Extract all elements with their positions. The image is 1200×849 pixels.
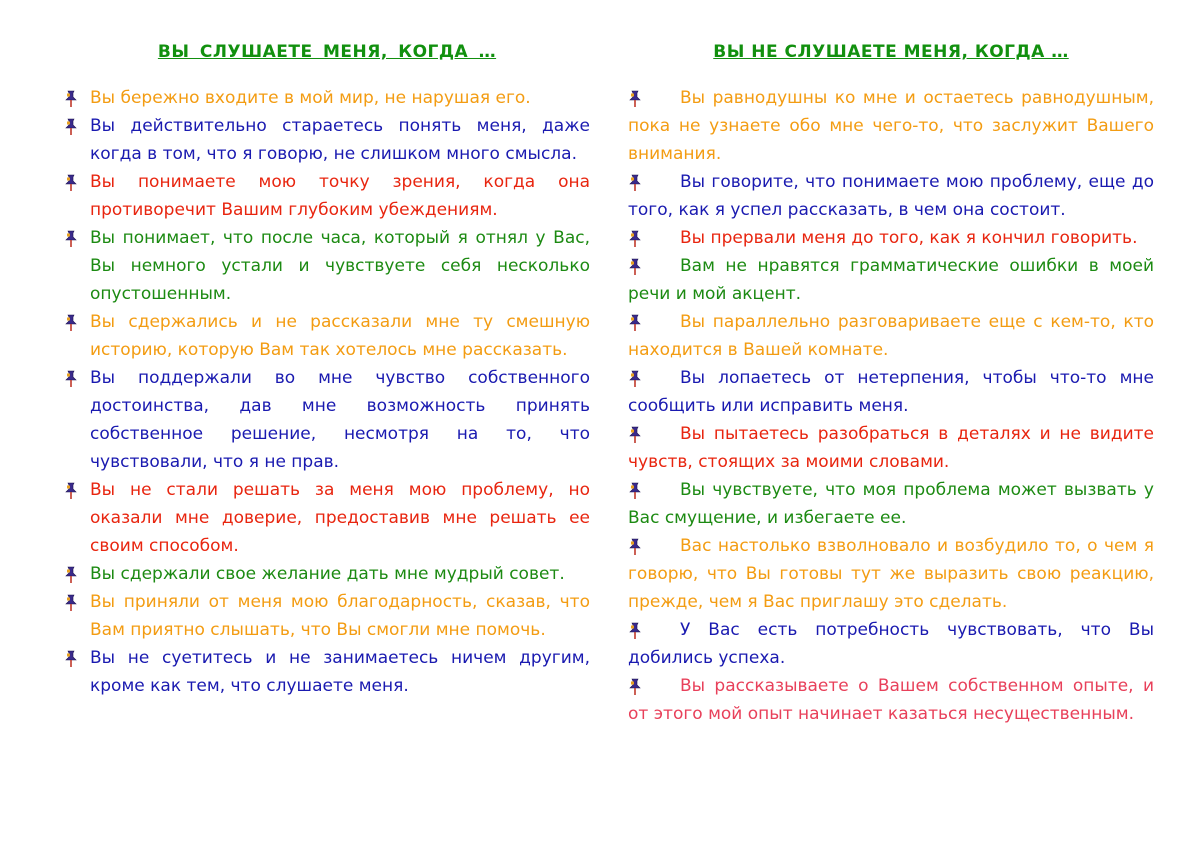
list-item: Вы не суетитесь и не занимаетесь ничем другим, кроме как тем, что слушаете меня. [64,644,590,700]
push-pin-icon [64,593,78,611]
push-pin-icon [628,425,642,443]
list-item: Вы не стали решать за меня мою проблему, но оказали мне доверие, предоставив мне решать ее своим способом. [64,476,590,560]
list-item: Вы сдержались и не рассказали мне ту смешную историю, которую Вам так хотелось мне рассказать. [64,308,590,364]
list-item: Вы действительно стараетесь понять меня, даже когда в том, что я говорю, не слишком много смысла. [64,112,590,168]
list-item: Вы параллельно разговариваете еще с кем-то, кто находится в Вашей комнате. [628,312,1154,360]
list-item: Вы чувствуете, что моя проблема может вызвать у Вас смущение, и избегаете ее. [628,480,1154,528]
push-pin-icon [64,369,78,387]
push-pin-icon [64,565,78,583]
push-pin-icon [628,677,642,695]
push-pin-icon [628,621,642,639]
push-pin-icon [64,173,78,191]
listening-heading: ВЫ СЛУШАЕТЕ МЕНЯ, КОГДА … [157,42,497,62]
push-pin-icon [64,89,78,107]
list-item: Вы прервали меня до того, как я кончил говорить. [628,224,1154,252]
push-pin-icon [64,649,78,667]
push-pin-icon [64,229,78,247]
list-item: Вы приняли от меня мою благодарность, сказав, что Вам приятно слышать, что Вы смогли мне помочь. [64,588,590,644]
list-item: Вы сдержали свое желание дать мне мудрый совет. [64,560,590,588]
not-listening-list [628,84,1154,728]
push-pin-icon [64,313,78,331]
not-listening-heading: ВЫ НЕ СЛУШАЕТЕ МЕНЯ, КОГДА … [713,42,1069,62]
list-item: Вы рассказываете о Вашем собственном опыте, и от этого мой опыт начинает казаться несущественным. [628,676,1154,724]
list-item: Вас настолько взволновало и возбудило то, о чем я говорю, что Вы готовы тут же выразить свою реакцию, прежде, чем я Вас приглашу это сделать. [628,536,1154,612]
list-item: У Вас есть потребность чувствовать, что Вы добились успеха. [628,620,1154,668]
list-item: Вы поддержали во мне чувство собственного достоинства, дав мне возможность принять собственное решение, несмотря на то, что чувствовали, что я не прав. [64,364,590,476]
list-item: Вы равнодушны ко мне и остаетесь равнодушным, пока не узнаете обо мне чего-то, что заслужит Вашего внимания. [628,88,1154,164]
list-item: Вы бережно входите в мой мир, не нарушая его. [64,84,590,112]
list-item: Вы понимаете мою точку зрения, когда она противоречит Вашим глубоким убеждениям. [64,168,590,224]
push-pin-icon [628,173,642,191]
listening-list [64,84,590,700]
push-pin-icon [628,257,642,275]
list-item: Вы лопаетесь от нетерпения, чтобы что-то мне сообщить или исправить меня. [628,368,1154,416]
list-item: Вы говорите, что понимаете мою проблему, еще до того, как я успел рассказать, в чем она состоит. [628,172,1154,220]
push-pin-icon [628,229,642,247]
list-item: Вам не нравятся грамматические ошибки в моей речи и мой акцент. [628,256,1154,304]
push-pin-icon [628,481,642,499]
push-pin-icon [628,369,642,387]
list-item: Вы понимает, что после часа, который я отнял у Вас, Вы немного устали и чувствуете себя несколько опустошенным. [64,224,590,308]
push-pin-icon [64,117,78,135]
push-pin-icon [628,537,642,555]
push-pin-icon [64,481,78,499]
push-pin-icon [628,313,642,331]
push-pin-icon [628,89,642,107]
list-item: Вы пытаетесь разобраться в деталях и не видите чувств, стоящих за моими словами. [628,424,1154,472]
